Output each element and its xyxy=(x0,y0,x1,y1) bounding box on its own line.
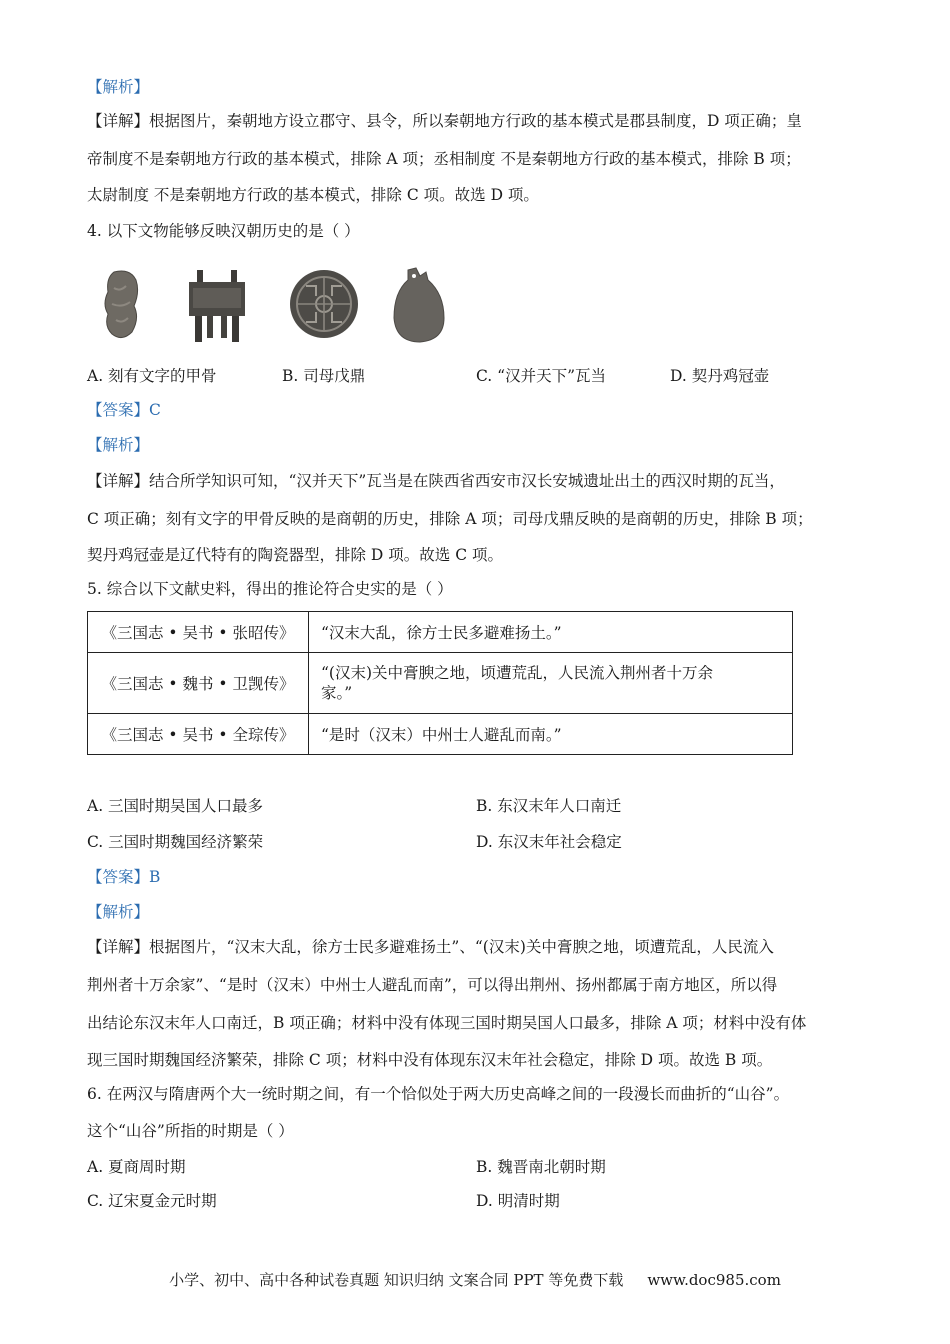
source-cell: 《三国志 • 魏书 • 卫觊传》 xyxy=(88,653,309,714)
question-6-line-2: 这个“山谷”所指的时期是（ ） xyxy=(87,1122,294,1140)
option-a: A. 夏商周时期 xyxy=(87,1158,186,1176)
answer-text: 【答案】C xyxy=(87,401,161,419)
source-table xyxy=(87,611,793,755)
option-a: A. 刻有文字的甲骨 xyxy=(87,367,217,385)
option-d: D. 契丹鸡冠壶 xyxy=(670,367,770,385)
option-a: A. 三国时期吴国人口最多 xyxy=(87,797,264,815)
table-row xyxy=(88,612,793,653)
table-row xyxy=(88,714,793,755)
quote-cell: “汉末大乱，徐方士民多避难扬土。” xyxy=(309,612,793,653)
oracle-bone-image xyxy=(100,268,142,342)
quote-line: “(汉末)关中膏腴之地，顷遭荒乱，人民流入荆州者十万余 xyxy=(321,664,714,682)
tile-end-image xyxy=(288,268,360,340)
detail-line: 现三国时期魏国经济繁荣，排除 C 项；材料中没有体现东汉末年社会稳定，排除 D 项。故选 B 项。 xyxy=(87,1051,773,1069)
option-b: B. 魏晋南北朝时期 xyxy=(476,1158,606,1176)
question-5: 5. 综合以下文献史料，得出的推论符合史实的是（ ） xyxy=(87,580,453,598)
detail-line: 出结论东汉末年人口南迁，B 项正确；材料中没有体现三国时期吴国人口最多，排除 A 项；材料中没有体 xyxy=(87,1014,807,1032)
analysis-tag: 【解析】 xyxy=(87,436,150,454)
option-c: C. 辽宋夏金元时期 xyxy=(87,1192,217,1210)
analysis-tag: 【解析】 xyxy=(87,78,150,96)
option-d: D. 明清时期 xyxy=(476,1192,560,1210)
quote-line: 家。” xyxy=(321,684,353,702)
footer-text: 小学、初中、高中各种试卷真题 知识归纳 文案合同 PPT 等免费下载 xyxy=(169,1271,624,1289)
quote-cell xyxy=(309,653,793,714)
analysis-tag: 【解析】 xyxy=(87,903,150,921)
artifact-images xyxy=(90,262,470,352)
detail-line: 【详解】结合所学知识可知，“汉并天下”瓦当是在陕西省西安市汉长安城遗址出土的西汉时期的瓦当， xyxy=(87,472,785,490)
question-6: 6. 在两汉与隋唐两个大一统时期之间，有一个恰似处于两大历史高峰之间的一段漫长而曲折的“山谷”。 xyxy=(87,1085,790,1103)
question-4: 4. 以下文物能够反映汉朝历史的是（ ） xyxy=(87,222,360,240)
source-cell: 《三国志 • 吴书 • 全琮传》 xyxy=(88,714,309,755)
quote-cell: “是时（汉末）中州士人避乱而南。” xyxy=(309,714,793,755)
option-d: D. 东汉末年社会稳定 xyxy=(476,833,622,851)
footer-site-link[interactable]: www.doc985.com xyxy=(647,1271,781,1289)
detail-line: C 项正确；刻有文字的甲骨反映的是商朝的历史，排除 A 项；司母戊鼎反映的是商朝的历史，排除 B 项； xyxy=(87,510,813,528)
detail-line: 帝制度不是秦朝地方行政的基本模式，排除 A 项；丞相制度 不是秦朝地方行政的基本模式，排除 B 项； xyxy=(87,150,801,168)
option-b: B. 东汉末年人口南迁 xyxy=(476,797,622,815)
option-c: C. “汉并天下”瓦当 xyxy=(476,367,607,385)
source-cell: 《三国志 • 吴书 • 张昭传》 xyxy=(88,612,309,653)
page-footer xyxy=(0,1269,950,1290)
detail-line: 荆州者十万余家”、“是时（汉末）中州士人避乱而南”，可以得出荆州、扬州都属于南方地区，所以得 xyxy=(87,976,778,994)
answer: 【答案】B xyxy=(87,868,161,886)
table-row xyxy=(88,653,793,714)
detail-line: 【详解】根据图片，秦朝地方设立郡守、县令，所以秦朝地方行政的基本模式是郡县制度，D 项正确；皇 xyxy=(87,112,802,130)
option-c: C. 三国时期魏国经济繁荣 xyxy=(87,833,264,851)
option-b: B. 司母戊鼎 xyxy=(282,367,366,385)
answer xyxy=(87,399,161,421)
khitan-pot-image xyxy=(390,266,448,344)
detail-line: 契丹鸡冠壶是辽代特有的陶瓷器型，排除 D 项。故选 C 项。 xyxy=(87,546,503,564)
simuwu-ding-image xyxy=(185,268,249,344)
detail-line: 【详解】根据图片，“汉末大乱，徐方士民多避难扬土”、“(汉末)关中膏腴之地，顷遭荒乱，人民流入 xyxy=(87,938,774,956)
detail-line: 太尉制度 不是秦朝地方行政的基本模式，排除 C 项。故选 D 项。 xyxy=(87,186,539,204)
